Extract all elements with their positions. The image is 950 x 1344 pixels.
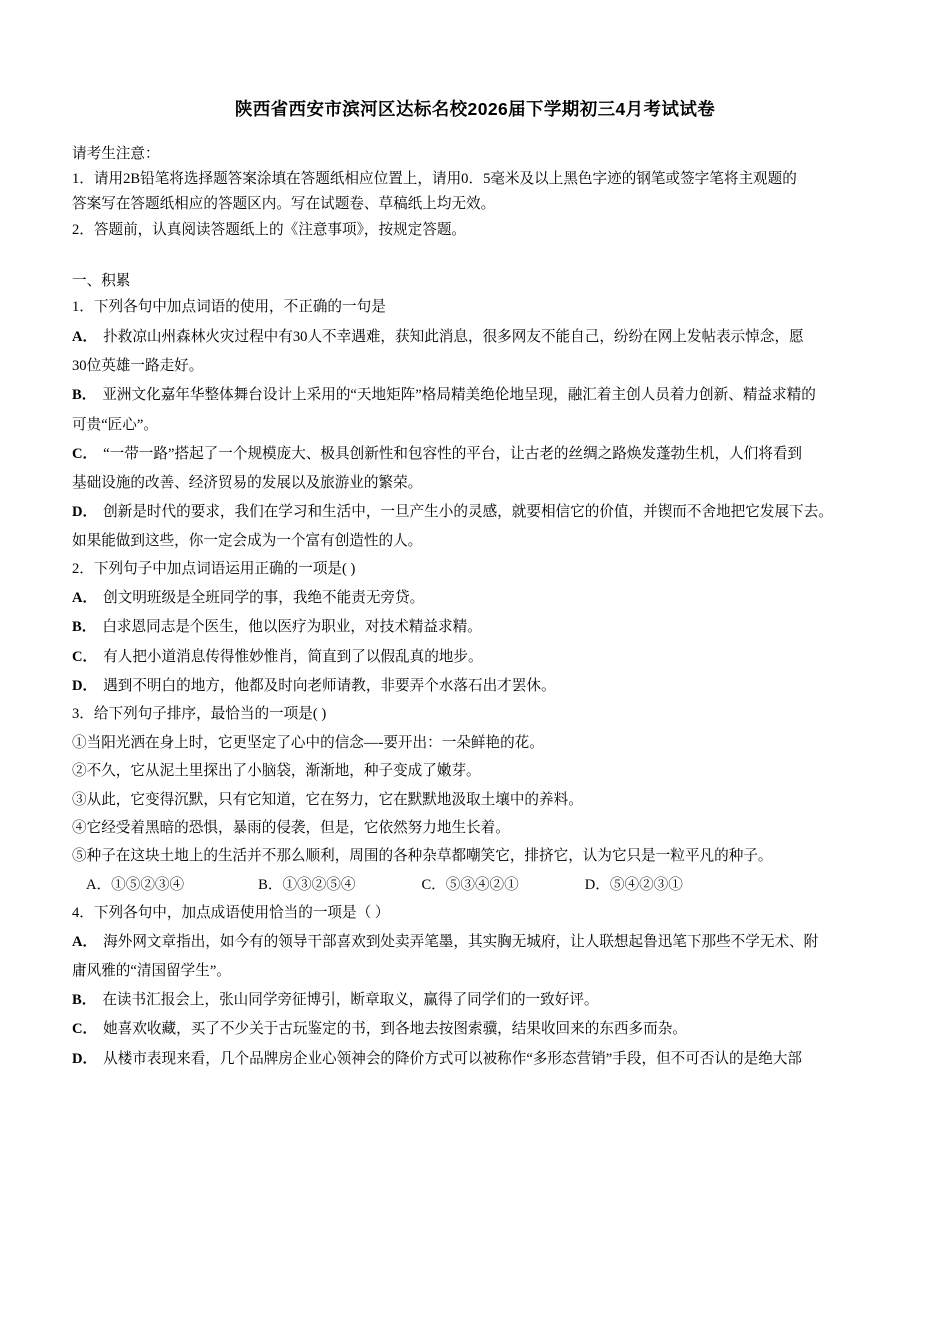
option-c-text: 有人把小道消息传得惟妙惟肖，简直到了以假乱真的地步。 [103, 648, 483, 665]
option-d-text: 从楼市表现来看，几个品牌房企业心领神会的降价方式可以被称作“多形态营销”手段，但不可否认的是绝大部 [103, 1050, 803, 1067]
question-2 [72, 556, 878, 700]
option-d-label: D． [72, 677, 98, 694]
question-1-option-c-continued: 基础设施的改善、经济贸易的发展以及旅游业的繁荣。 [72, 474, 423, 491]
notice-header: 请考生注意： [72, 146, 160, 163]
option-b-text: ①③②⑤④ [282, 876, 356, 893]
question-1-number: 1． [72, 299, 94, 316]
option-b-label: B． [72, 619, 97, 636]
option-c-label: C． [72, 1021, 98, 1038]
option-a-text: 创文明班级是全班同学的事，我绝不能责无旁贷。 [103, 590, 425, 607]
question-3-sequence-item-3: ③从此，它变得沉默，只有它知道，它在努力，它在默默地汲取土壤中的养料。 [72, 791, 583, 808]
section-accumulation [72, 269, 878, 1074]
question-2-option-b [72, 613, 878, 642]
option-a-text: 扑救凉山州森林火灾过程中有30人不幸遇难，获知此消息，很多网友不能自己，纷纷在网上发帖表示悼念，愿 [103, 328, 804, 345]
option-d-text: ⑤④②③① [609, 876, 683, 893]
option-b-text: 白求恩同志是个医生，他以医疗为职业，对技术精益求精。 [102, 619, 482, 636]
question-1-option-d [72, 498, 878, 527]
question-2-stem [72, 556, 878, 584]
option-c-text: 她喜欢收藏，买了不少关于古玩鉴定的书，到各地去按图索骥，结果收回来的东西多而杂。 [103, 1021, 687, 1038]
question-3-sequence-item-2: ②不久，它从泥土里探出了小脑袋，渐渐地，种子变成了嫩芽。 [72, 763, 481, 780]
option-c-label: C． [421, 876, 446, 893]
option-a-label: A． [72, 933, 98, 950]
question-4-option-c [72, 1015, 878, 1044]
option-d-label: D． [584, 876, 610, 893]
question-2-option-a [72, 584, 878, 613]
option-a-text: ①⑤②③④ [111, 876, 185, 893]
question-3 [72, 701, 878, 900]
option-b-label: B． [258, 876, 283, 893]
question-1-option-b-continued: 可贵“匠心”。 [72, 416, 158, 433]
question-4-text: 下列各句中，加点成语使用恰当的一项是（ ） [93, 905, 390, 922]
question-3-sequence-item-1: ①当阳光洒在身上时，它更坚定了心中的信念—-要开出：一朵鲜艳的花。 [72, 734, 544, 751]
question-1-text: 下列各句中加点词语的使用，不正确的一句是 [93, 299, 386, 316]
question-1 [72, 295, 878, 556]
notice-line-1-continued: 答案写在答题纸相应的答题区内。写在试题卷、草稿纸上均无效。 [72, 196, 496, 213]
option-b-text: 在读书汇报会上，张山同学旁征博引，断章取义，赢得了同学们的一致好评。 [102, 992, 599, 1009]
question-3-text: 给下列句子排序，最恰当的一项是( ) [93, 705, 327, 722]
question-4-option-d [72, 1045, 878, 1074]
option-a-label: A． [86, 876, 112, 893]
option-b-label: B． [72, 992, 97, 1009]
option-a-label: A． [72, 590, 98, 607]
question-3-sequence-item-5: ⑤种子在这块土地上的生活并不那么顺利，周围的各种杂草都嘲笑它，排挤它，认为它只是一粒平凡的种子。 [72, 848, 773, 865]
option-d-text: 遇到不明白的地方，他都及时向老师请教，非要弄个水落石出才罢休。 [103, 677, 556, 694]
question-3-sequence-item-4: ④它经受着黑暗的恐惧，暴雨的侵袭，但是，它依然努力地生长着。 [72, 820, 510, 836]
option-a-label: A． [72, 328, 98, 345]
notice-line-1: 1．请用2B铅笔将选择题答案涂填在答题纸相应位置上，请用0．5毫米及以上黑色字迹的钢笔或签字笔将主观题的 [72, 171, 797, 188]
question-1-option-d-continued: 如果能做到这些，你一定会成为一个富有创造性的人。 [72, 533, 423, 550]
question-2-option-c [72, 643, 878, 672]
section-heading: 一、积累 [72, 272, 131, 289]
option-d-label: D． [72, 1050, 98, 1067]
option-b-text: 亚洲文化嘉年华整体舞台设计上采用的“天地矩阵”格局精美绝伦地呈现，融汇着主创人员着力创新、精益求精的 [102, 387, 816, 404]
page-title: 陕西省西安市滨河区达标名校2026届下学期初三4月考试试卷 [234, 99, 716, 119]
question-4-option-a [72, 928, 878, 957]
option-c-text: ⑤③④②① [445, 876, 519, 893]
option-b-label: B． [72, 387, 97, 404]
question-4-stem [72, 900, 878, 928]
question-2-number: 2． [72, 561, 94, 578]
question-4-option-a-continued: 庸风雅的“清国留学生”。 [72, 963, 231, 979]
question-2-option-d [72, 672, 878, 701]
question-4 [72, 900, 878, 1074]
question-4-option-b [72, 986, 878, 1015]
question-1-stem [72, 295, 878, 321]
question-3-answer-options [72, 871, 878, 900]
question-1-option-b [72, 381, 878, 410]
option-c-label: C． [72, 648, 98, 665]
option-a-text: 海外网文章指出，如今有的领导干部喜欢到处卖弄笔墨，其实胸无城府，让人联想起鲁迅笔下那些不学无术、附 [103, 933, 819, 950]
question-2-text: 下列句子中加点词语运用正确的一项是( ) [93, 561, 356, 578]
question-1-option-a-continued: 30位英雄一路走好。 [72, 358, 204, 375]
notice-line-2: 2．答题前，认真阅读答题纸上的《注意事项》，按规定答题。 [72, 221, 467, 238]
option-c-text: “一带一路”搭起了一个规模庞大、极具创新性和包容性的平台，让古老的丝绸之路焕发蓬勃生机，人们将看到 [103, 445, 803, 462]
option-d-text: 创新是时代的要求，我们在学习和生活中，一旦产生小的灵感，就要相信它的价值，并锲而不舍地把它发展下去。 [103, 504, 833, 521]
option-d-label: D． [72, 504, 98, 521]
question-1-option-c [72, 440, 878, 469]
option-c-label: C． [72, 445, 98, 462]
candidate-notice [72, 142, 878, 242]
question-4-number: 4． [72, 905, 94, 922]
question-3-stem [72, 701, 878, 729]
question-1-option-a [72, 323, 878, 352]
question-3-number: 3． [72, 705, 94, 722]
